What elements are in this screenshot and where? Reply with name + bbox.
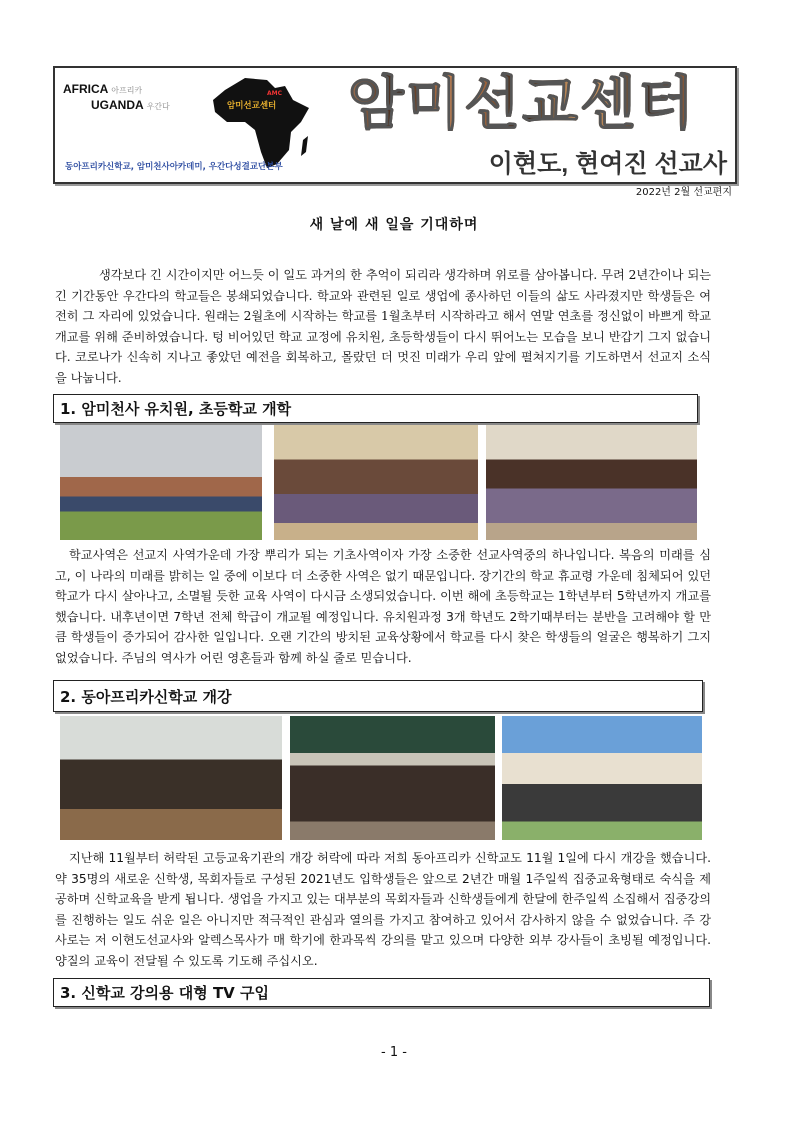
header-banner <box>53 66 737 184</box>
letter-date: 2022년 2월 선교편지 <box>635 187 732 198</box>
photo-school-building <box>60 425 262 540</box>
section-heading-2: 2. 동아프리카신학교 개강 <box>53 680 703 712</box>
map-badge: AMC <box>267 90 283 97</box>
section-heading-1: 1. 암미천사 유치원, 초등학교 개학 <box>53 394 698 423</box>
photo-lecture-students <box>290 716 495 840</box>
africa-map-icon <box>205 72 320 172</box>
photo-seminary-group <box>502 716 702 840</box>
document-title: 새 날에 새 일을 기대하며 <box>309 217 479 233</box>
organizations: 동아프리카신학교, 암미천사아카데미, 우간다성결교단본부 <box>65 162 283 172</box>
page-number: - 1 - <box>381 1045 407 1060</box>
uganda-label: UGANDA 우간다 <box>91 98 170 112</box>
section-2-body: 지난해 11월부터 허락된 고등교육기관의 개강 허락에 따라 저희 동아프리카 신학교도 11월 1일에 다시 개강을 했습니다. 약 35명의 새로운 신학생, 목회자들로 구성된 2021년도 입학생들은 앞으로 2년간 매월 1주일씩 집중교육형태로 숙식을 제공하며 신학교육을 받게 됩니다. 생업을 가지고 있는 대부분의 목회자들과 신학생들에게 한달에 한주일씩 소집해서 집중강의를 진행하는 일도 쉬운 일은 아니지만 적극적인 관심과 열의를 가지고 참여하고 있어서 감사하지 않을 수 없었습니다. 주 강사로는 저 이현도선교사와 알렉스목사가 매 학기에 한과목씩 강의를 맡고 있으며 다양한 외부 강사들이 초빙될 예정입니다. 양질의 교육이 전달될 수 있도록 기도해 주십시오. <box>55 851 711 968</box>
intro-paragraph: 생각보다 긴 시간이지만 어느듯 이 일도 과거의 한 추억이 되리라 생각하며 위로를 삼아봅니다. 무려 2년간이나 되는 긴 기간동안 우간다의 학교들은 봉쇄되었습니다. 학교와 관련된 일로 생업에 종사하던 이들의 삶도 사라졌지만 학생들은 여전히 그 자리에 있었습니다. 원래는 2월초에 시작하는 학교를 1월초부터 시작하라고 해서 연말 연초를 정신없이 바쁘게 학교 개교를 위해 준비하였습니다. 텅 비어있던 학교 교정에 유치원, 초등학생들이 다시 뛰어노는 모습을 보니 반갑기 그지 없습니다. 코로나가 신속히 지나고 좋았던 예전을 회복하고, 몰랐던 더 멋진 미래가 우리 앞에 펼쳐지기를 기도하면서 선교지 소식을 나눕니다. <box>55 268 711 385</box>
section-1-body: 학교사역은 선교지 사역가운데 가장 뿌리가 되는 기초사역이자 가장 소중한 선교사역중의 하나입니다. 복음의 미래를 심고, 이 나라의 미래를 밝히는 일 중에 이보다 더 소중한 사역은 없기 때문입니다. 장기간의 학교 휴교령 가운데 침체되어 있던 학교가 다시 살아나고, 소멸될 듯한 교육 사역이 다시금 소생되었습니다. 이번 해에 초등학교는 1학년부터 5학년까지 개교를 했습니다. 내후년이면 7학년 전체 학급이 개교될 예정입니다. 유치원과정 3개 학년도 2학기때부터는 분반을 고려해야 할 만큼 학생들이 증가되어 감사한 일입니다. 오랜 기간의 방치된 교육상황에서 학교를 다시 찾은 학생들의 얼굴은 행복하기 그지 없었습니다. 주님의 역사가 어린 영혼들과 함께 하실 줄로 믿습니다. <box>55 548 711 665</box>
map-label: 암미선교센터 <box>227 101 277 111</box>
banner-title: 암미선교센터 <box>317 70 727 138</box>
photo-students-classroom <box>486 425 697 540</box>
photo-students-group <box>274 425 478 540</box>
section-heading-3: 3. 신학교 강의용 대형 TV 구입 <box>53 978 710 1007</box>
banner-subtitle: 이현도, 현여진 선교사 <box>488 150 727 178</box>
photo-lecture-room <box>60 716 282 840</box>
africa-label: AFRICA 아프리카 <box>63 82 143 96</box>
